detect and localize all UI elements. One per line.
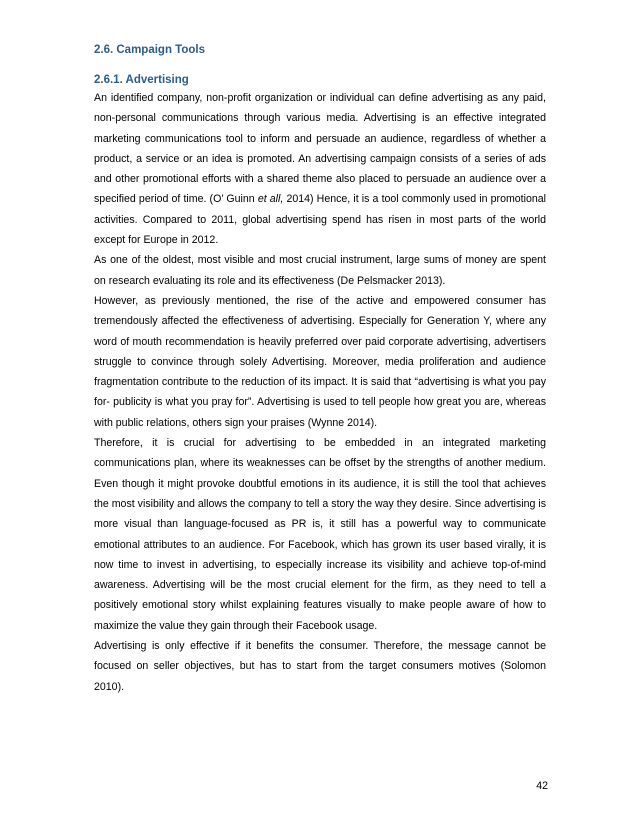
section-heading: 2.6. Campaign Tools: [94, 44, 205, 56]
body-text: [94, 88, 546, 697]
citation-emphasis: et all,: [257, 193, 284, 206]
subsection-heading: 2.6.1. Advertising: [94, 74, 189, 86]
paragraph-4: Therefore, it is crucial for advertising to be embedded in an integrated marketing communications plan, where its weaknesses can be offset by the strengths of another medium. Even though it might provoke doubtful emotions in its audience, it is still the tool that achieves the most visibility and allows the company to tell a story the way they desire. Since advertising is more visual than language-focused as PR is, it still has a powerful way to communicate emotional attributes to an audience. For Facebook, which has grown its user based virally, it is now time to invest in advertising, to especially increase its visibility and achieve top-of-mind awareness. Advertising will be the most crucial element for the firm, as they need to tell a positively emotional story whilst explaining features visually to make people aware of how to maximize the value they gain through their Facebook usage.: [94, 437, 546, 632]
paragraph-1: An identified company, non-profit organization or individual can define advertising as any paid, non-personal communications through various media. Advertising is an effective integrated marketing communications tool to inform and persuade an audience, regardless of whether a product, a service or an idea is promoted. An advertising campaign consists of a series of ads and other promotional efforts with a shared theme also placed to persuade an audience over a specified period of time. (O’ Guinn et all, 2014) Hence, it is a tool commonly used in promotional activities. Compared to 2011, global advertising spend has risen in most parts of the world except for Europe in 2012.: [94, 92, 547, 247]
paragraph-5: Advertising is only effective if it benefits the consumer. Therefore, the message cannot be focused on seller objectives, but has to start from the target consumers motives (Solomon 2010).: [94, 640, 546, 693]
page-number: 42: [536, 780, 548, 792]
paragraph-3: However, as previously mentioned, the rise of the active and empowered consumer has tremendously affected the effectiveness of advertising. Especially for Generation Y, where any word of mouth recommendation is heavily preferred over paid corporate advertising, advertisers struggle to convince through solely Advertising. Moreover, media proliferation and audience fragmentation contribute to the reduction of its impact. It is said that “advertising is what you pay for- publicity is what you pray for”. Advertising is used to tell people how great you are, whereas with public relations, others sign your praises (Wynne 2014).: [94, 294, 546, 429]
paragraph-2: As one of the oldest, most visible and most crucial instrument, large sums of money are spent on research evaluating its role and its effectiveness (De Pelsmacker 2013).: [94, 254, 546, 287]
